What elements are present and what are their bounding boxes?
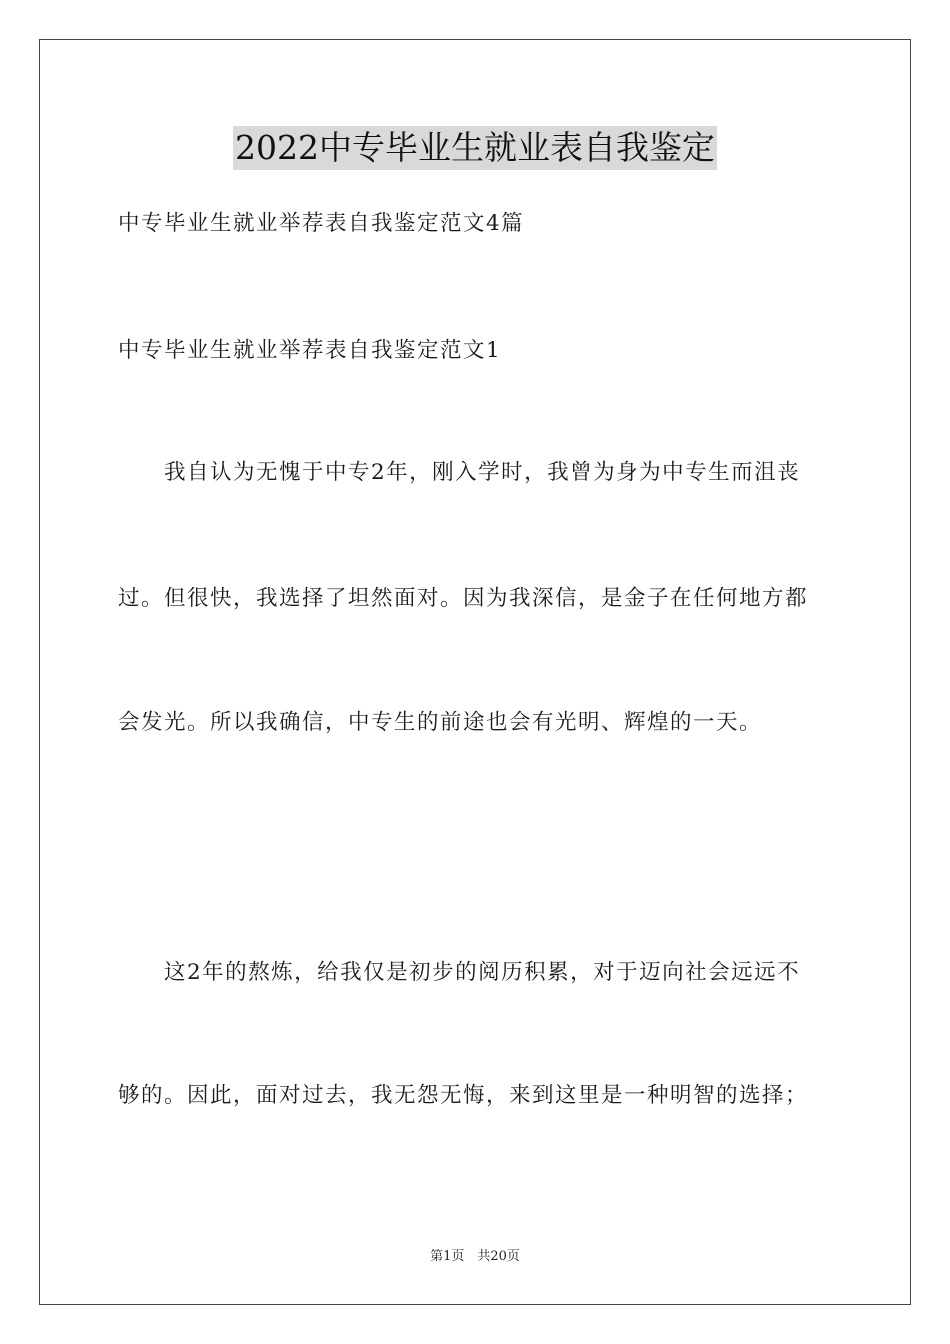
- paragraph-1-line-1: 我自认为无愧于中专2年，刚入学时，我曾为身为中专生而沮丧: [164, 460, 801, 485]
- page-footer: 第1页 共20页: [430, 1249, 520, 1264]
- document-subtitle: 中专毕业生就业举荐表自我鉴定范文4篇: [118, 211, 525, 236]
- paragraph-1-line-2: 过。但很快，我选择了坦然面对。因为我深信，是金子在任何地方都: [118, 586, 809, 611]
- section-heading: 中专毕业生就业举荐表自我鉴定范文1: [118, 338, 502, 363]
- document-title-wrapper: [0, 126, 950, 170]
- paragraph-2-line-2: 够的。因此，面对过去，我无怨无悔，来到这里是一种明智的选择；: [118, 1083, 809, 1108]
- document-title: 2022中专毕业生就业表自我鉴定: [233, 126, 717, 170]
- paragraph-2-line-1: 这2年的熬炼，给我仅是初步的阅历积累，对于迈向社会远远不: [164, 960, 801, 985]
- paragraph-1-line-3: 会发光。所以我确信，中专生的前途也会有光明、辉煌的一天。: [118, 710, 763, 735]
